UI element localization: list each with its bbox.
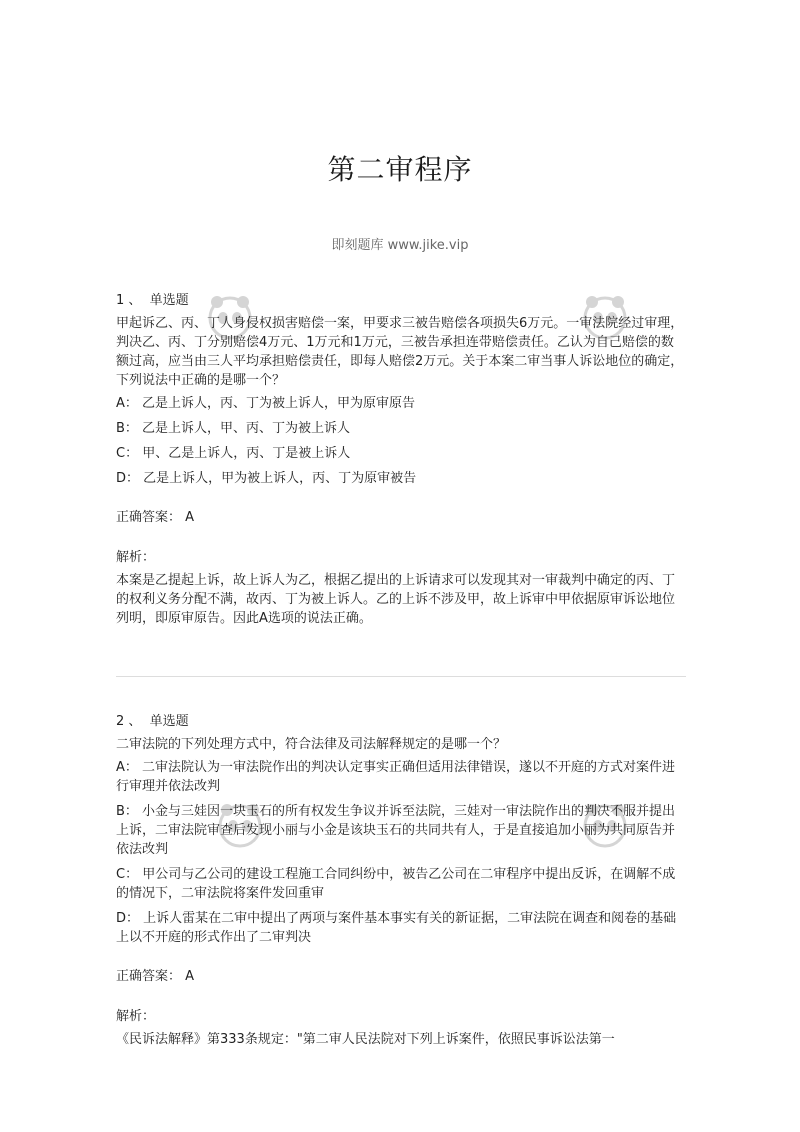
correct-answer: 正确答案： A: [116, 969, 195, 984]
question-block-2: [116, 712, 686, 1049]
option-a: A： 乙是上诉人，丙、丁为被上诉人，甲为原审原告: [116, 396, 416, 411]
question-number: 2 、: [116, 714, 142, 729]
analysis-label: 解析：: [116, 550, 156, 565]
question-header: [116, 291, 686, 310]
question-type: 单选题: [149, 714, 189, 729]
question-block-1: [116, 291, 686, 628]
question-number: 1 、: [116, 293, 142, 308]
page-subtitle: 即刻题库 www.jike.vip: [331, 238, 469, 253]
option-c: C： 甲公司与乙公司的建设工程施工合同纠纷中，被告乙公司在二审程序中提出反诉，在调解不成的情况下，二审法院将案件发回重审: [116, 867, 676, 901]
option-b: B： 乙是上诉人，甲、丙、丁为被上诉人: [116, 421, 351, 436]
option-c: C： 甲、乙是上诉人，丙、丁是被上诉人: [116, 446, 351, 461]
question-header: [116, 712, 686, 731]
question-stem: 甲起诉乙、丙、丁人身侵权损害赔偿一案，甲要求三被告赔偿各项损失6万元。一审法院经过审理，判决乙、丙、丁分别赔偿4万元、1万元和1万元，三被告承担连带赔偿责任。乙认为自己赔偿的数额过高，应当由三人平均承担赔偿责任，即每人赔偿2万元。关于本案二审当事人诉讼地位的确定，下列说法中正确的是哪一个？: [116, 316, 684, 388]
option-d: D： 乙是上诉人，甲为被上诉人，丙、丁为原审被告: [116, 471, 417, 486]
option-d: D： 上诉人雷某在二审中提出了两项与案件基本事实有关的新证据，二审法院在调查和阅卷的基础上以不开庭的形式作出了二审判决: [116, 911, 677, 945]
analysis-label: 解析：: [116, 1009, 156, 1024]
question-type: 单选题: [149, 293, 189, 308]
question-stem: 二审法院的下列处理方式中，符合法律及司法解释规定的是哪一个？: [116, 737, 507, 752]
question-divider: [116, 676, 686, 677]
correct-answer: 正确答案： A: [116, 510, 195, 525]
analysis-text: 《民诉法解释》第333条规定："第二审人民法院对下列上诉案件，依照民事诉讼法第一: [116, 1032, 615, 1047]
page-title: 第二审程序: [327, 153, 473, 186]
analysis-text: 本案是乙提起上诉，故上诉人为乙，根据乙提出的上诉请求可以发现其对一审裁判中确定的丙、丁的权利义务分配不满，故丙、丁为被上诉人。乙的上诉不涉及甲，故上诉审中甲依据原审诉讼地位列明，即原审原告。因此A选项的说法正确。: [116, 573, 676, 626]
option-b: B： 小金与三娃因一块玉石的所有权发生争议并诉至法院，三娃对一审法院作出的判决不服并提出上诉，二审法院审查后发现小丽与小金是该块玉石的共同共有人，于是直接追加小丽为共同原告并依法改判: [116, 804, 676, 857]
option-a: A： 二审法院认为一审法院作出的判决认定事实正确但适用法律错误，遂以不开庭的方式对案件进行审理并依法改判: [116, 760, 676, 794]
